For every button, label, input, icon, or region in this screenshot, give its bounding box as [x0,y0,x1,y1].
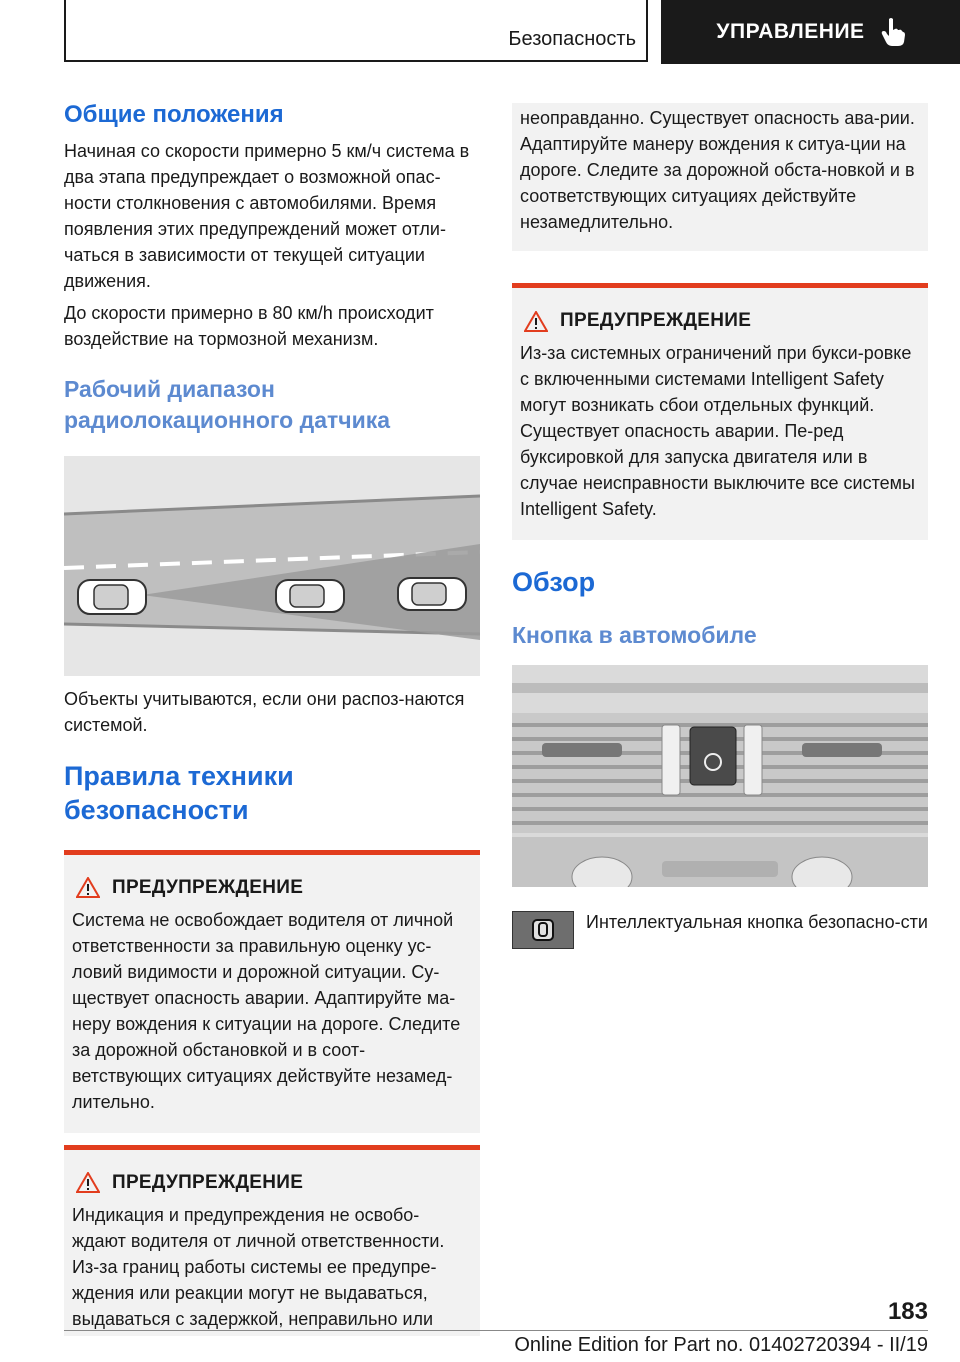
dashboard-button-photo [512,665,928,887]
warning-text: Индикация и предупреждения не освобо‐ждают водителя от личной ответственности. Из-за границ работы системы ее предупре‐ждения или реакции могут не выдаваться, выдаваться с задержкой, неправильно или [72,1204,445,1329]
radar-caption: Объекты учитываются, если они распоз‐наются системой. [64,689,465,736]
radar-road-svg [64,456,480,676]
button-caption: Интеллектуальная кнопка безопасно‐сти [586,911,928,932]
vehicle-icon [398,578,466,610]
right-column [512,103,928,949]
hand-pointer-icon [881,17,905,47]
heading-general: Общие положения [64,101,284,128]
header-section-box [64,0,648,62]
warning-title: ПРЕДУПРЕЖДЕНИЕ [112,876,304,898]
warning-text: Система не освобождает водителя от личной ответственности за правильную оценку ус‐ловий видимости и дорожной ситуации. Су‐ществует опасность аварии. Адаптируйте ма‐неру вождения к ситуации на дороге. Следите за дорожной обстановкой и в соот‐ветствующих ситуациях действуйте незамед‐лительно. [72,909,461,1112]
warning-box-2 [64,1145,480,1336]
warning-box-3 [512,283,928,540]
radar-range-illustration [64,456,480,676]
own-car-icon [78,580,146,614]
footer-divider [64,1330,928,1331]
warning-text: Из-за системных ограничений при букси‐ровке с включенными системами Intelligent Safety могут возникать сбои отдельных функций. Существует опасность аварии. Пе‐ред буксировкой для запуска двигателя или в случае неисправности выключите все системы Intelligent Safety. [520,343,915,519]
heading-safety-rules: Правила техники безопасности [64,761,294,825]
dashboard-svg [512,665,928,887]
button-legend [512,909,928,949]
left-column [64,100,480,1336]
general-paragraph-1: Начиная со скорости примерно 5 км/ч система в два этапа предупреждает о возможной опас‐ности столкновения с автомобилями. Время появления этих предупреждений может отли‐чаться в зависимости от текущей ситуации движения. [64,141,470,291]
warning-icon [524,311,548,332]
warning-box-1 [64,850,480,1133]
header-section-title: Безопасность [508,28,636,50]
page-number: 183 [887,1298,928,1325]
warning-box-2-continued [512,103,928,251]
header-chapter-title: УПРАВЛЕНИЕ [716,20,865,43]
warning-icon [76,1172,100,1193]
safety-symbol-svg [530,917,556,943]
heading-overview: Обзор [512,567,596,597]
warning-title: ПРЕДУПРЕЖДЕНИЕ [112,1171,304,1193]
warning-text: неоправданно. Существует опасность ава‐рии. Адаптируйте манеру вождения к ситуа‐ции на дороге. Следите за дорожной обста‐новкой и в соответствующих ситуациях действуйте незамедлительно. [520,108,915,232]
general-paragraph-2: До скорости примерно в 80 км/h происходит воздействие на тормозной механизм. [64,303,434,349]
warning-icon [76,877,100,898]
footer-edition: Online Edition for Part no. 01402720394 - II/19 [514,1334,928,1356]
header-chapter-tab [661,0,960,64]
intelligent-safety-icon [512,911,574,949]
warning-title: ПРЕДУПРЕЖДЕНИЕ [560,310,752,331]
vehicle-icon [276,580,344,612]
heading-button-in-car: Кнопка в автомобиле [512,621,757,648]
heading-radar-range: Рабочий диапазон радиолокационного датчика [64,376,391,434]
